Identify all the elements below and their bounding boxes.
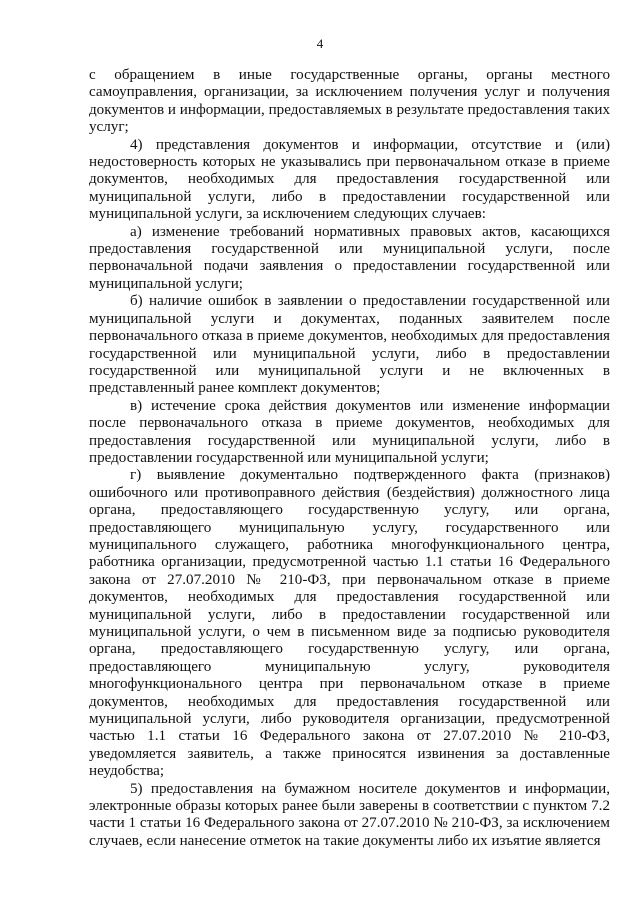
paragraph-subitem-a: а) изменение требований нормативных правовых актов, касающихся предоставления государственной или муниципальной услуги, после первоначальной подачи заявления о предоставлении государственной или муниципальной услуги; [89, 223, 610, 292]
document-body [89, 67, 610, 850]
paragraph-subitem-g: г) выявление документально подтвержденного факта (признаков) ошибочного или противоправного действия (бездействия) должностного лица органа, предоставляющего государственную услугу, или органа, предоставляющего муниципальную услугу, государственного или муниципального служащего, работника многофункционального центра, работника организации, предусмотренной частью 1.1 статьи 16 Федерального закона от 27.07.2010 № 210-ФЗ, при первоначальном отказе в приеме документов, необходимых для предоставления государственной или муниципальной услуги, либо в предоставлении государственной или муниципальной услуги, о чем в письменном виде за подписью руководителя органа, предоставляющего государственную услугу, или органа, предоставляющего муниципальную услугу, руководителя многофункционального центра при первоначальном отказе в приеме документов, необходимых для предоставления государственной или муниципальной услуги, либо руководителя организации, предусмотренной частью 1.1 статьи 16 Федерального закона от 27.07.2010 № 210-ФЗ, уведомляется заявитель, а также приносятся извинения за доставленные неудобства; [89, 467, 610, 780]
page-number: 4 [316, 36, 324, 51]
paragraph-item-5: 5) предоставления на бумажном носителе документов и информации, электронные образы которых ранее были заверены в соответствии с пунктом 7.2 части 1 статьи 16 Федерального закона от 27.07.2010 № 210-ФЗ, за исключением случаев, если нанесение отметок на такие документы либо их изъятие является [89, 780, 610, 849]
paragraph-continuation: с обращением в иные государственные органы, органы местного самоуправления, организации, за исключением получения услуг и получения документов и информации, предоставляемых в результате предоставления таких услуг; [89, 67, 610, 136]
paragraph-item-4: 4) представления документов и информации, отсутствие и (или) недостоверность которых не указывались при первоначальном отказе в приеме документов, необходимых для предоставления государственной или муниципальной услуги, либо в предоставлении государственной или муниципальной услуги, за исключением следующих случаев: [89, 136, 610, 223]
paragraph-subitem-v: в) истечение срока действия документов или изменение информации после первоначального отказа в приеме документов, необходимых для предоставления государственной или муниципальной услуги, либо в предоставлении государственной или муниципальной услуги; [89, 397, 610, 466]
paragraph-subitem-b: б) наличие ошибок в заявлении о предоставлении государственной или муниципальной услуги и документах, поданных заявителем после первоначального отказа в приеме документов, необходимых для предоставления государственной или муниципальной услуги, либо в предоставлении государственной или муниципальной услуги и не включенных в представленный ранее комплект документов; [89, 293, 610, 397]
